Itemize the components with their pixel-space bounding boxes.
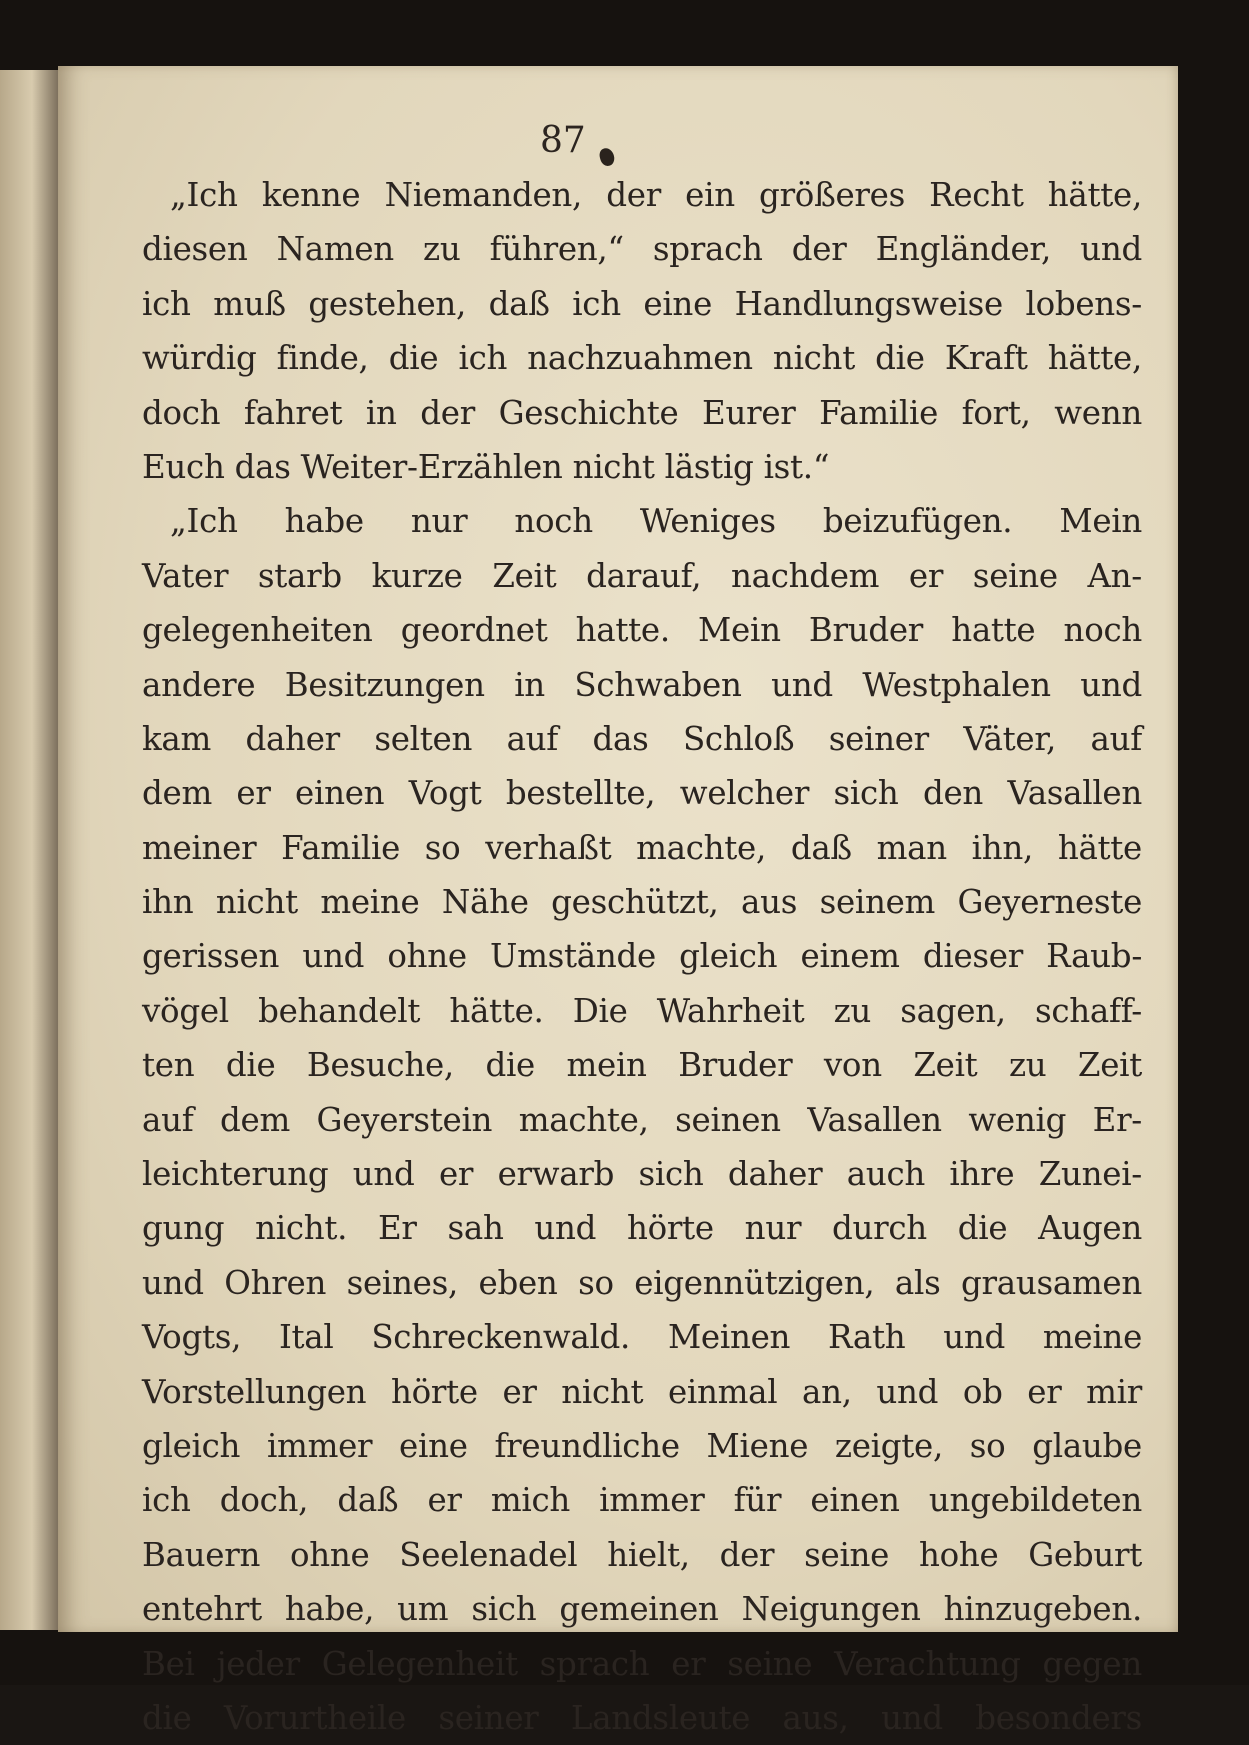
text-line: diesen Namen zu führen,“ sprach der Engländer, und (142, 230, 1142, 269)
text-line: entehrt habe, um sich gemeinen Neigungen hinzugeben. (142, 1590, 1142, 1629)
text-line: Vorstellungen hörte er nicht einmal an, und ob er mir (142, 1372, 1142, 1411)
text-line: gleich immer eine freundliche Miene zeigte, so glaube (142, 1426, 1142, 1465)
text-line: gerissen und ohne Umstände gleich einem dieser Raub- (142, 937, 1142, 976)
text-line: „Ich habe nur noch Weniges beizufügen. Mein (170, 502, 1142, 541)
text-line: dem er einen Vogt bestellte, welcher sich den Vasallen (142, 774, 1142, 813)
text-line: Bei jeder Gelegenheit sprach er seine Verachtung gegen (142, 1644, 1142, 1683)
text-line: meiner Familie so verhaßt machte, daß man ihn, hätte (142, 828, 1142, 867)
text-line: auf dem Geyerstein machte, seinen Vasallen wenig Er- (142, 1100, 1142, 1139)
text-line: Vogts, Ital Schreckenwald. Meinen Rath und meine (142, 1318, 1142, 1357)
previous-page-edge (0, 70, 58, 1630)
text-line: gung nicht. Er sah und hörte nur durch die Augen (142, 1209, 1142, 1248)
text-line: vögel behandelt hätte. Die Wahrheit zu sagen, schaff- (142, 991, 1142, 1030)
text-line: Bauern ohne Seelenadel hielt, der seine hohe Geburt (142, 1535, 1142, 1574)
text-line: ich muß gestehen, daß ich eine Handlungsweise lobens- (142, 284, 1142, 323)
text-line: Vater starb kurze Zeit darauf, nachdem er seine An- (142, 556, 1142, 595)
text-line: Euch das Weiter-Erzählen nicht lästig ist.“ (142, 447, 830, 486)
body-text (142, 168, 1142, 1745)
ink-blot-mark (598, 146, 616, 167)
text-line: „Ich kenne Niemanden, der ein größeres Recht hätte, (170, 176, 1142, 214)
text-line: die Vorurtheile seiner Landsleute aus, und besonders (142, 1698, 1142, 1737)
text-line: doch fahret in der Geschichte Eurer Familie fort, wenn (142, 393, 1142, 432)
text-line: andere Besitzungen in Schwaben und Westphalen und (142, 665, 1142, 704)
text-line: und Ohren seines, eben so eigennützigen, als grausamen (142, 1263, 1142, 1302)
text-line: gelegenheiten geordnet hatte. Mein Bruder hatte noch (142, 611, 1142, 650)
text-line: ich doch, daß er mich immer für einen ungebildeten (142, 1481, 1142, 1520)
text-line: ihn nicht meine Nähe geschützt, aus seinem Geyerneste (142, 883, 1142, 922)
text-line: würdig finde, die ich nachzuahmen nicht die Kraft hätte, (142, 339, 1142, 378)
text-line: kam daher selten auf das Schloß seiner Väter, auf (142, 719, 1142, 758)
text-line: leichterung und er erwarb sich daher auch ihre Zunei- (142, 1155, 1142, 1194)
page-number: 87 (540, 120, 586, 161)
text-line: ten die Besuche, die mein Bruder von Zeit zu Zeit (142, 1046, 1142, 1085)
